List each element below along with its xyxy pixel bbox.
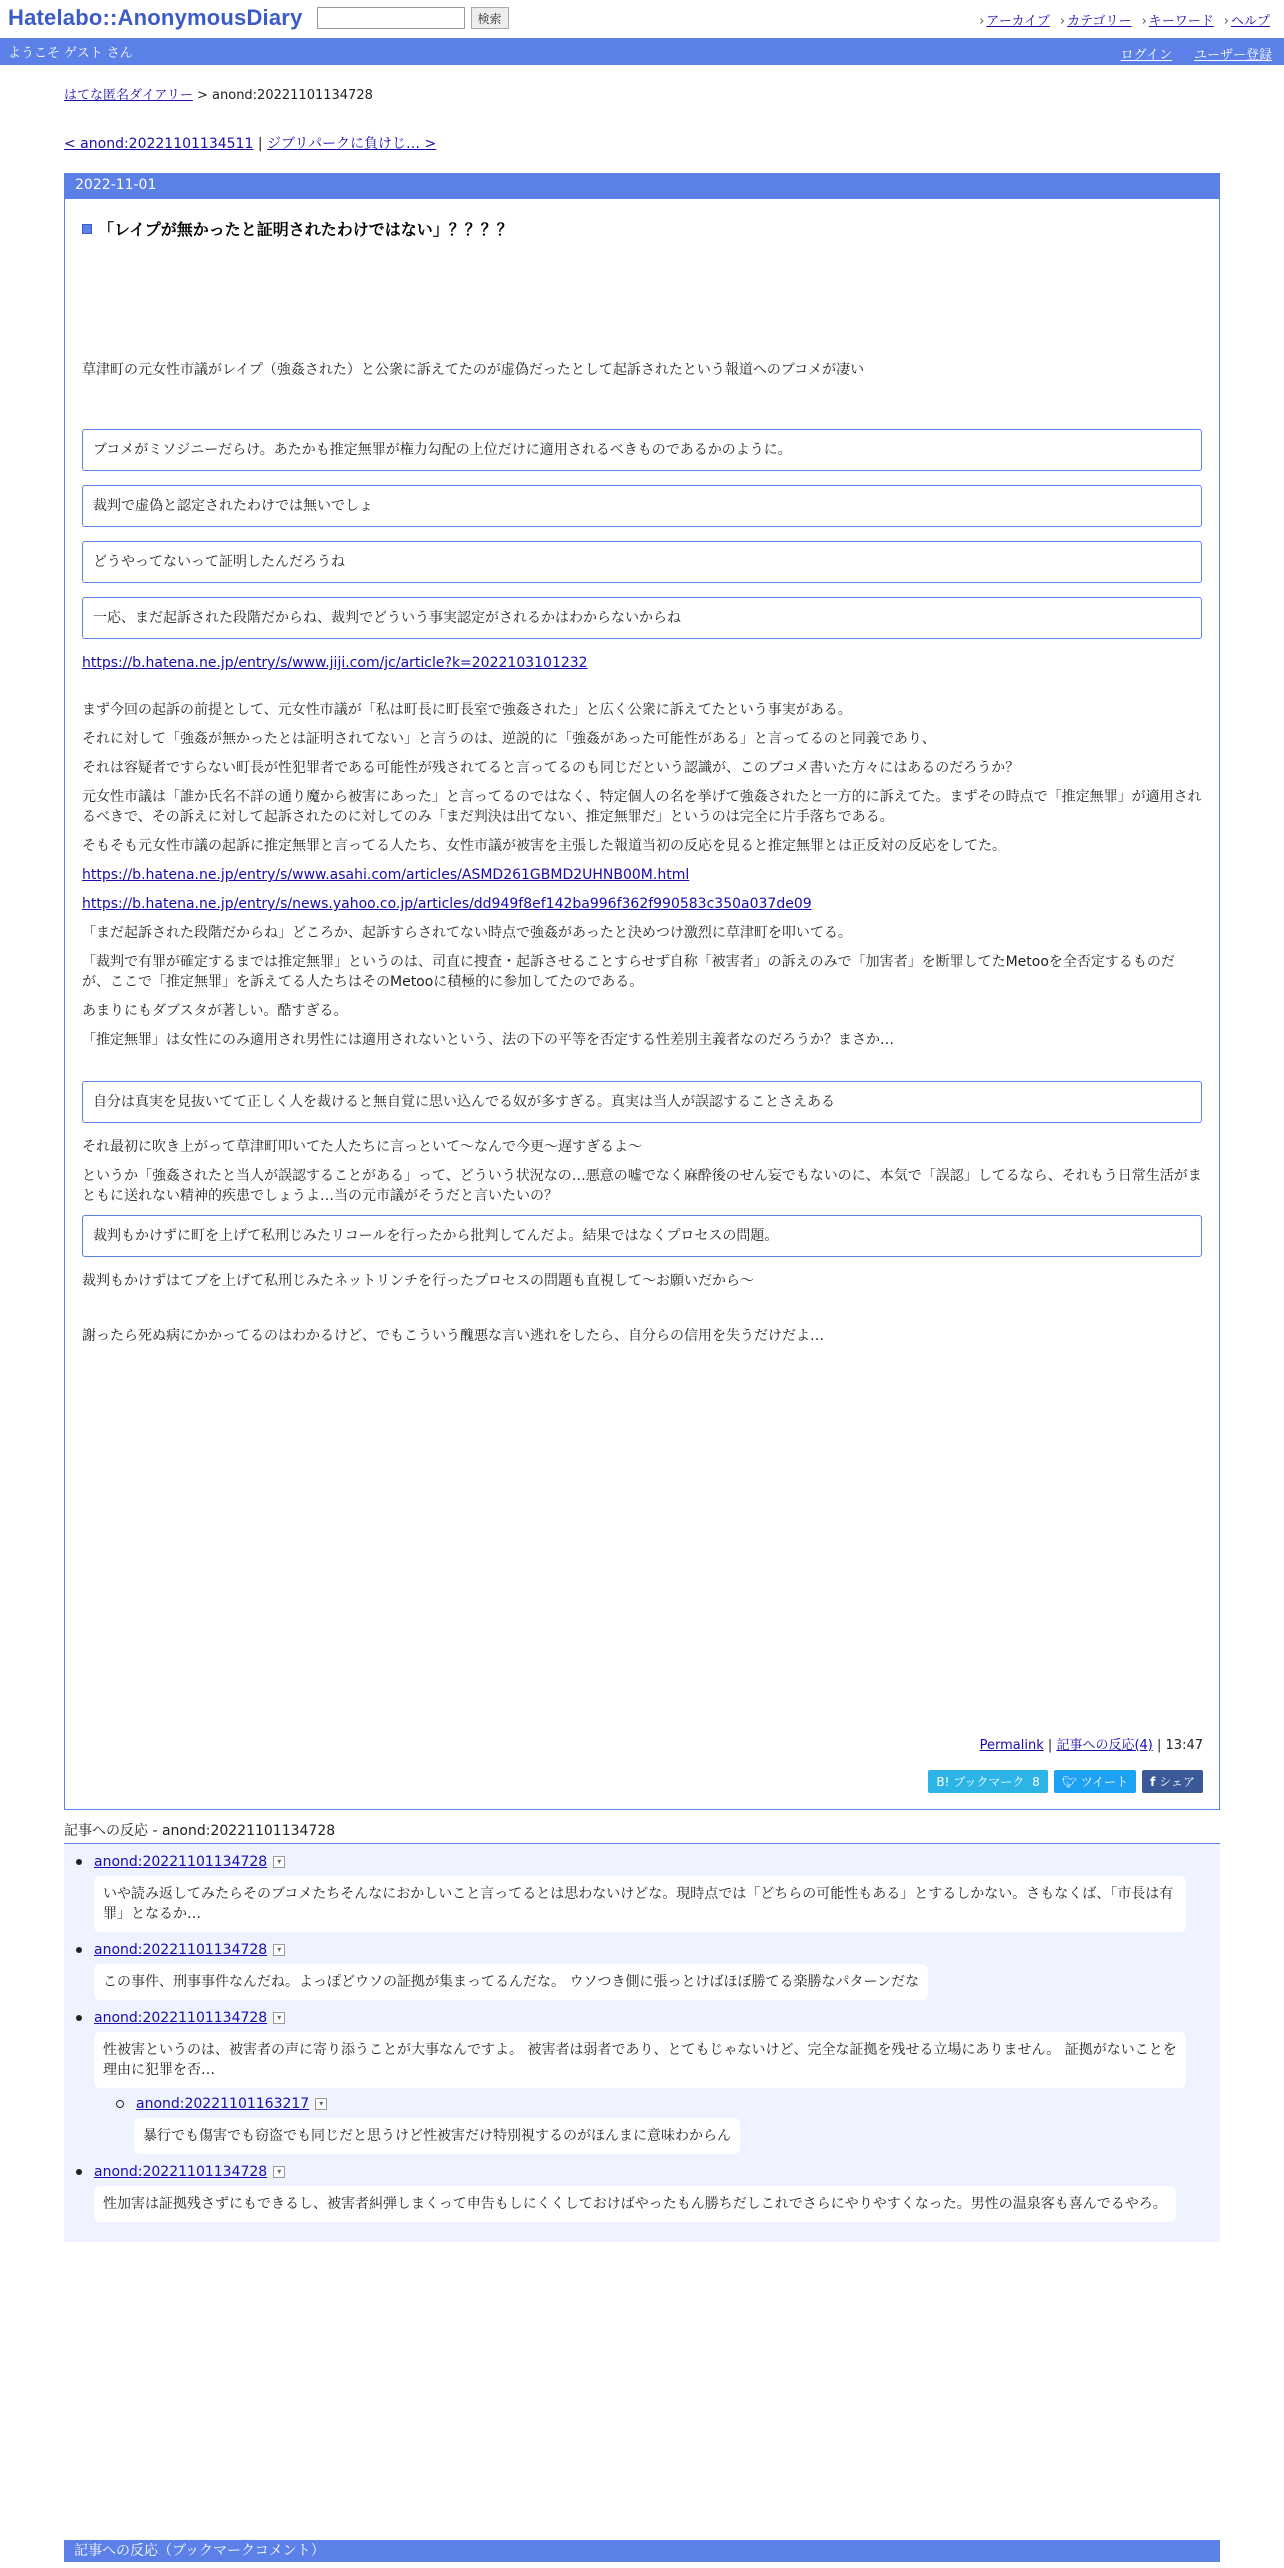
ref-item — [94, 1942, 1206, 2000]
ref-item — [94, 1854, 1206, 1932]
day-section — [64, 173, 1220, 1810]
entry-footer — [980, 1734, 1203, 1753]
blockquote: 裁判で虚偽と認定されたわけでは無いでしょ — [82, 485, 1202, 527]
paragraph: 「まだ起訴された段階だからね」どころか、起訴すらされてない時点で強姦があったと決めつけ激烈に草津町を叩いてる。 — [82, 925, 852, 941]
paragraph: 「推定無罪」は女性にのみ適用され男性には適用されないという、法の下の平等を否定する性差別主義者なのだろうか？まさか… — [82, 1032, 894, 1048]
blockquote: 一応、まだ起訴された段階だからね、裁判でどういう事実認定がされるかはわからないからね — [82, 597, 1202, 639]
paragraph: あまりにもダブスタが著しい。酷すぎる。 — [82, 1003, 348, 1019]
blockquote: 裁判もかけずに町を上げて私刑じみたリコールを行ったから批判してんだよ。結果ではなくプロセスの問題。 — [82, 1215, 1202, 1257]
facebook-label: シェア — [1159, 1775, 1195, 1789]
paragraph: それ最初に吹き上がって草津町叩いてた人たちに言っといて～なんで今更～遅すぎるよ～ — [82, 1139, 642, 1155]
paragraph: それに対して「強姦が無かったとは証明されてない」と言うのは、逆説的に「強姦があった可能性がある」と言ってるのと同義であり、 — [82, 731, 936, 747]
refs-list — [64, 1844, 1220, 2242]
bookmark-link[interactable]: https://b.hatena.ne.jp/entry/s/www.jiji.com/jc/article?k=2022103101232 — [82, 655, 588, 671]
main-content — [64, 84, 1220, 2242]
paragraph: 裁判もかけずはてブを上げて私刑じみたネットリンチを行ったプロセスの問題も直視して～お願いだから～ — [82, 1273, 754, 1289]
permalink[interactable]: Permalink — [979, 1738, 1044, 1753]
footer-sep: | — [1047, 1738, 1053, 1753]
hatena-bookmark-button[interactable] — [928, 1770, 1047, 1793]
help-link[interactable]: › ヘルプ — [1224, 10, 1270, 29]
dropdown-icon[interactable]: ▾ — [273, 2012, 285, 2024]
tweet-button[interactable] — [1054, 1770, 1136, 1793]
paragraph: そもそも元女性市議の起訴に推定無罪と言ってる人たち、女性市議が被害を主張した報道当初の反応を見ると推定無罪とは正反対の反応をしてた。 — [82, 838, 1006, 854]
dropdown-icon[interactable]: ▾ — [273, 1944, 285, 1956]
share-buttons — [928, 1770, 1203, 1793]
ref-link[interactable]: anond:20221101163217 — [136, 2096, 310, 2112]
nav-sep: | — [257, 136, 263, 152]
facebook-share-button[interactable] — [1142, 1770, 1203, 1793]
breadcrumb-sep: > — [196, 88, 208, 103]
register-link[interactable]: ユーザー登録 — [1193, 48, 1272, 63]
refs-count-link[interactable]: 記事への反応(4) — [1056, 1738, 1153, 1753]
welcome-text: ようこそ ゲスト さん — [8, 46, 133, 61]
hatena-count: 8 — [1032, 1775, 1040, 1789]
ref-item — [94, 2164, 1206, 2222]
login-link[interactable]: ログイン — [1120, 48, 1172, 63]
ref-text: 性被害というのは、被害者の声に寄り添うことが大事なんですよ。 被害者は弱者であり、とてもじゃないけど、完全な証拠を残せる立場にありません。 証拠がないことを理由に犯罪を否… — [94, 2032, 1186, 2088]
paragraph: まず今回の起訴の前提として、元女性市議が「私は町長に町長室で強姦された」と広く公衆に訴えてたという事実がある。 — [82, 702, 852, 718]
category-link[interactable]: › カテゴリー — [1060, 10, 1132, 29]
search-button[interactable]: 検索 — [471, 7, 509, 29]
ref-link[interactable]: anond:20221101134728 — [94, 1854, 268, 1870]
blockquote: 自分は真実を見抜いてて正しく人を裁けると無自覚に思い込んでる奴が多すぎる。真実は当人が誤認することさえある — [82, 1081, 1202, 1123]
breadcrumb-current: anond:20221101134728 — [212, 88, 373, 103]
refs-heading: 記事への反応 - anond:20221101134728 — [64, 1820, 1220, 1844]
dropdown-icon[interactable]: ▾ — [273, 2166, 285, 2178]
paragraph: 「裁判で有罪が確定するまでは推定無罪」というのは、司直に捜査・起訴させることすらせず自称「被害者」の訴えのみで「加害者」を断罪してたMetooを全否定するものだが、ここで「推定無罪」を訴えてる人たちはそのMetooに積極的に参加してたのである。 — [82, 954, 1175, 990]
blockquote: ブコメがミソジニーだらけ。あたかも推定無罪が権力勾配の上位だけに適用されるべきものであるかのように。 — [82, 429, 1202, 471]
keyword-link[interactable]: › キーワード — [1142, 10, 1214, 29]
ref-subitem — [134, 2096, 1206, 2154]
bookmark-comments-heading: 記事への反応（ブックマークコメント） — [64, 2540, 1220, 2562]
paragraph: 謝ったら死ぬ病にかかってるのはわかるけど、でもこういう醜悪な言い逃れをしたら、自分らの信用を失うだけだよ… — [82, 1328, 824, 1344]
ref-text: この事件、刑事事件なんだね。よっぽどウソの証拠が集まってるんだな。 ウソつき側に張っとけばほぼ勝てる楽勝なパターンだな — [94, 1964, 928, 2000]
entry-body — [65, 199, 1219, 1809]
dropdown-icon[interactable]: ▾ — [273, 1856, 285, 1868]
facebook-icon: f — [1150, 1775, 1156, 1789]
next-entry-link[interactable]: ジブリパークに負けじ… > — [267, 136, 437, 152]
ref-text: いや読み返してみたらそのブコメたちそんなにおかしいこと言ってるとは思わないけどな。現時点では「どちらの可能性もある」とするしかない。さもなくば、「市長は有罪」となるか… — [94, 1876, 1186, 1932]
search-input[interactable] — [317, 7, 465, 29]
bookmark-link[interactable]: https://b.hatena.ne.jp/entry/s/www.asahi.com/articles/ASMD261GBMD2UHNB00M.html — [82, 867, 690, 883]
ref-link[interactable]: anond:20221101134728 — [94, 2010, 268, 2026]
entry-time: 13:47 — [1165, 1738, 1203, 1753]
hatena-label: B! ブックマーク — [936, 1775, 1025, 1789]
tweet-label: ツイート — [1080, 1775, 1129, 1789]
breadcrumb — [64, 84, 1220, 103]
top-header — [0, 0, 1284, 36]
entry-title-text: 「レイプが無かったと証明されたわけではない」？？？？ — [98, 220, 513, 239]
ref-text: 暴行でも傷害でも窃盗でも同じだと思うけど性被害だけ特別視するのがほんまに意味わからん — [134, 2118, 740, 2154]
paragraph: それは容疑者ですらない町長が性犯罪者である可能性が残されてると言ってるのも同じだという認識が、このブコメ書いた方々にはあるのだろうか？ — [82, 760, 1020, 776]
bird-icon: 🐦︎ — [1061, 1775, 1077, 1789]
paragraph: 草津町の元女性市議がレイプ（強姦された）と公衆に訴えてたのが虚偽だったとして起訴されたという報道へのブコメが凄い — [82, 362, 865, 378]
entry-nav — [64, 133, 1220, 153]
paragraph: 元女性市議は「誰か氏名不詳の通り魔から被害にあった」と言ってるのではなく、特定個人の名を挙げて強姦されたと一方的に訴えてた。まずその時点で「推定無罪」が適用されるべきで、その訴えに対して起訴されたのに対してのみ「まだ判決は出てない、推定無罪だ」というのは完全に片手落ちである。 — [82, 789, 1202, 825]
top-nav — [979, 10, 1270, 29]
dropdown-icon[interactable]: ▾ — [315, 2098, 327, 2110]
bookmark-link[interactable]: https://b.hatena.ne.jp/entry/s/news.yahoo.co.jp/articles/dd949f8ef142ba996f362f990583c350a037de09 — [82, 896, 812, 912]
prev-entry-link[interactable]: < anond:20221101134511 — [64, 136, 254, 152]
welcome-bar — [0, 38, 1284, 65]
archive-link[interactable]: › アーカイブ — [979, 10, 1050, 29]
footer-sep: | — [1157, 1738, 1162, 1753]
entry-title — [82, 217, 1202, 240]
ref-item — [94, 2010, 1206, 2154]
ref-link[interactable]: anond:20221101134728 — [94, 2164, 268, 2180]
breadcrumb-root[interactable]: はてな匿名ダイアリー — [64, 88, 193, 103]
paragraph: というか「強姦されたと当人が誤認することがある」って、どういう状況なの…悪意の嘘でなく麻酔後のせん妄でもないのに、本気で「誤認」してるなら、それもう日常生活がまともに送れない精神的疾患でしょうよ…当の元市議がそうだと言いたいの？ — [82, 1168, 1202, 1204]
blockquote: どうやってないって証明したんだろうね — [82, 541, 1202, 583]
ref-link[interactable]: anond:20221101134728 — [94, 1942, 268, 1958]
ref-text: 性加害は証拠残さずにもできるし、被害者糾弾しまくって申告もしにくくしておけばやったもん勝ちだしこれでさらにやりやすくなった。男性の温泉客も喜んでるやろ。 — [94, 2186, 1176, 2222]
site-logo[interactable]: Hatelabo::AnonymousDiary — [8, 5, 303, 30]
entry-anchor-icon[interactable] — [82, 224, 92, 234]
day-date: 2022-11-01 — [65, 174, 1219, 199]
